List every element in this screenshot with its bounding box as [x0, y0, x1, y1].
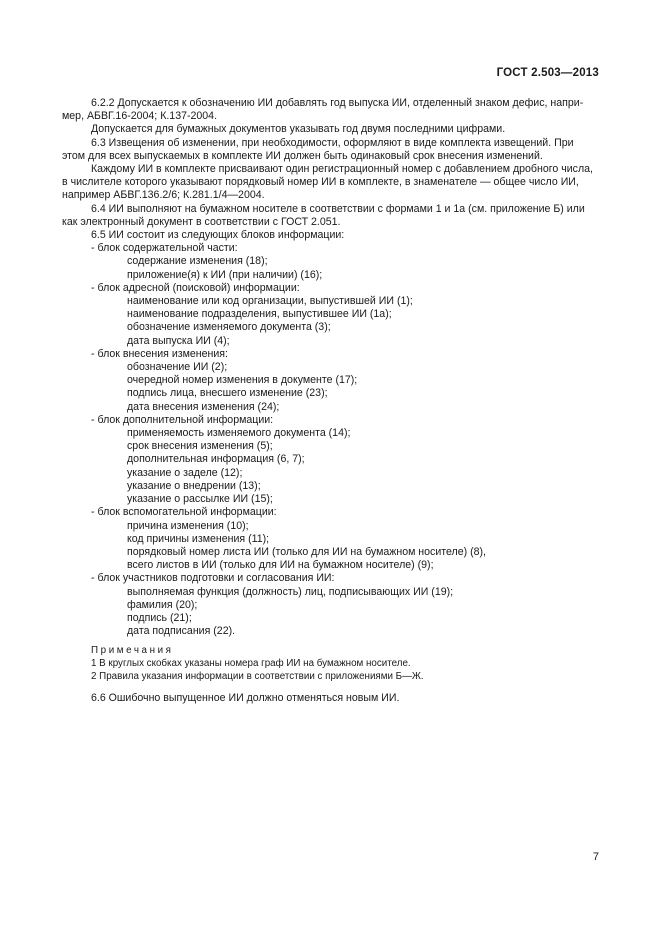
paragraph-6-3: 6.3 Извещения об изменении, при необходимости, оформляют в виде комплекта извещений. При — [91, 136, 574, 149]
block-item: дата выпуска ИИ (4); — [127, 334, 230, 347]
notes-title: Примечания — [91, 645, 174, 657]
block-item: обозначение изменяемого документа (3); — [127, 321, 331, 334]
block-title: - блок дополнительной информации: — [91, 413, 274, 426]
block-item: фамилия (20); — [127, 598, 198, 611]
block-item: очередной номер изменения в документе (17); — [127, 374, 358, 387]
block-item: приложение(я) к ИИ (при наличии) (16); — [127, 268, 323, 281]
block-item: код причины изменения (11); — [127, 532, 270, 545]
block-item: применяемость изменяемого документа (14); — [127, 427, 351, 440]
paragraph-6-6: 6.6 Ошибочно выпущенное ИИ должно отменяться новым ИИ. — [91, 692, 400, 705]
block-title: - блок содержательной части: — [91, 242, 238, 255]
block-item: указание о рассылке ИИ (15); — [127, 493, 273, 506]
paragraph-6-2-2: 6.2.2 Допускается к обозначению ИИ добавлять год выпуска ИИ, отделенный знаком дефис, напри- — [91, 97, 584, 109]
block-item: дата подписания (22). — [127, 625, 236, 638]
block-title: - блок вспомогательной информации: — [91, 506, 277, 519]
document-code-header: ГОСТ 2.503—2013 — [496, 67, 599, 79]
paragraph-6-2-2-note: Допускается для бумажных документов указывать год двумя последними цифрами. — [91, 123, 506, 136]
block-item: наименование подразделения, выпустившее ИИ (1а); — [127, 308, 392, 321]
block-item: дата внесения изменения (24); — [127, 400, 280, 413]
note-line: 1 В круглых скобках указаны номера граф ИИ на бумажном носителе. — [91, 657, 411, 669]
block-title: - блок адресной (поисковой) информации: — [91, 281, 300, 294]
paragraph-6-3-cont: этом для всех выпускаемых в комплекте ИИ должен быть одинаковый срок внесения изменений. — [62, 149, 543, 162]
block-item: указание о внедрении (13); — [127, 479, 261, 492]
block-item: указание о заделе (12); — [127, 466, 243, 479]
paragraph-6-2-2-cont: мер, АБВГ.16-2004; К.137-2004. — [62, 110, 218, 123]
block-item: наименование или код организации, выпустившей ИИ (1); — [127, 295, 413, 308]
paragraph-6-3-example: например АБВГ.136.2/6; К.281.1/4—2004. — [62, 189, 265, 202]
paragraph-6-3-numbering: Каждому ИИ в комплекте присваивают один регистрационный номер с добавлением дробного числа, — [91, 163, 593, 176]
block-item: подпись лица, внесшего изменение (23); — [127, 387, 328, 400]
block-item: причина изменения (10); — [127, 519, 249, 532]
block-title: - блок внесения изменения: — [91, 347, 228, 360]
paragraph-6-4: 6.4 ИИ выполняют на бумажном носителе в соответствии с формами 1 и 1а (см. приложение Б) или — [91, 202, 585, 215]
block-item: обозначение ИИ (2); — [127, 361, 228, 374]
paragraph-6-3-numbering-cont: в числителе которого указывают порядковый номер ИИ в комплекте, в знаменателе — общее число ИИ, — [62, 176, 579, 189]
notes-section — [62, 645, 599, 683]
block-item: выполняемая функция (должность) лиц, подписывающих ИИ (19); — [127, 585, 454, 598]
block-item: порядковый номер листа ИИ (только для ИИ на бумажном носителе) (8), — [127, 545, 486, 558]
page-body — [62, 97, 599, 705]
block-item: содержание изменения (18); — [127, 255, 268, 268]
paragraph-6-4-cont: как электронный документ в соответствии с ГОСТ 2.051. — [62, 215, 341, 228]
page-number: 7 — [592, 851, 599, 863]
block-item: всего листов в ИИ (только для ИИ на бумажном носителе) (9); — [127, 559, 434, 572]
block-item: срок внесения изменения (5); — [127, 440, 273, 453]
block-item: подпись (21); — [127, 611, 192, 624]
block-item: дополнительная информация (6, 7); — [127, 453, 305, 466]
note-line: 2 Правила указания информации в соответствии с приложениями Б—Ж. — [91, 670, 424, 682]
block-title: - блок участников подготовки и согласования ИИ: — [91, 572, 335, 585]
paragraph-6-5: 6.5 ИИ состоит из следующих блоков информации: — [91, 229, 345, 242]
block-list — [62, 242, 599, 638]
